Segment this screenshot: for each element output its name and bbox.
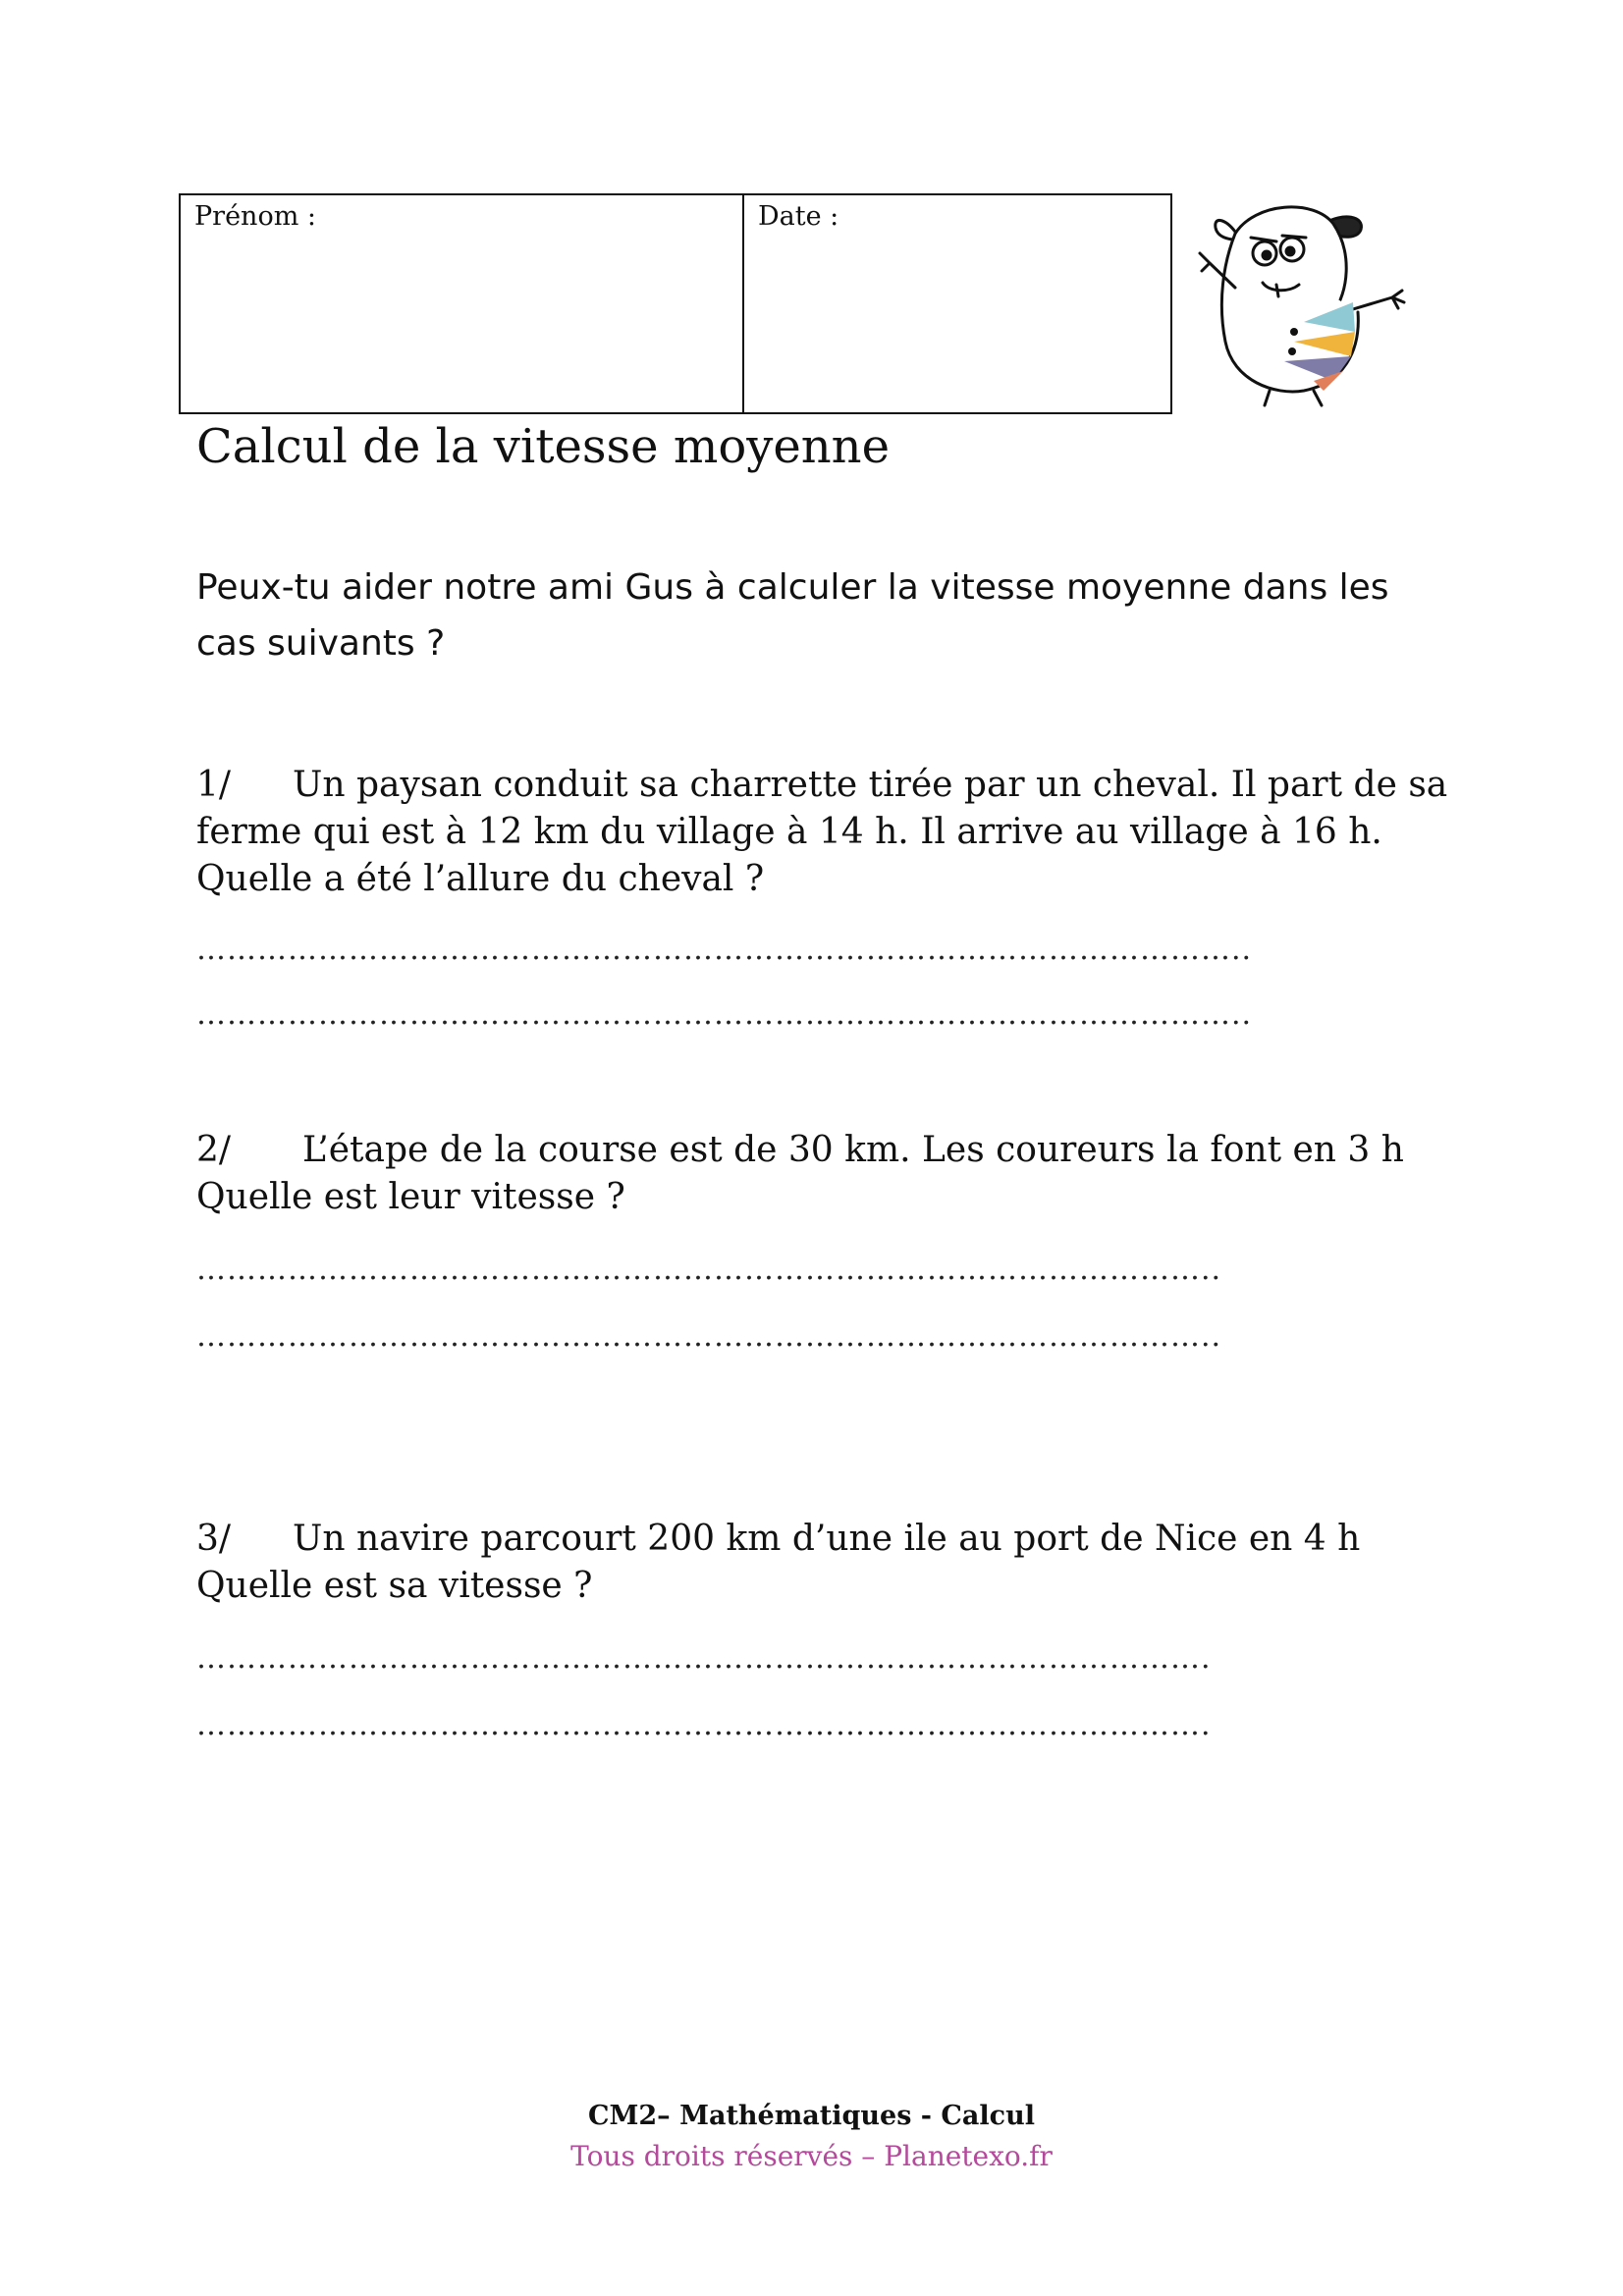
answer-line[interactable]: ………………………………………………………………………………………….. (196, 933, 1253, 967)
answer-line[interactable]: ……………………………………………………………………………………….. (196, 1253, 1222, 1287)
question-text-line: Un paysan conduit sa charrette tirée par un cheval. Il part de sa (293, 765, 1448, 805)
answer-line[interactable]: ………………………………………………………………………………………. (196, 1641, 1212, 1676)
answer-line[interactable]: ………………………………………………………………………………………….. (196, 997, 1253, 1032)
footer-copyright: Tous droits réservés – Planetexo.fr (570, 2140, 1053, 2172)
question-number: 2/ (196, 1130, 232, 1170)
question-text-line: Quelle est leur vitesse ? (196, 1177, 625, 1217)
question-text-line: L’étape de la course est de 30 km. Les coureurs la font en 3 h (302, 1130, 1404, 1170)
date-field[interactable] (744, 195, 1170, 412)
date-label: Date : (758, 201, 839, 232)
gus-sheep-mascot-icon (1196, 194, 1410, 415)
footer-title: CM2– Mathématiques - Calcul (588, 2101, 1035, 2131)
header-table (179, 193, 1172, 414)
question-2 (196, 1127, 1453, 1221)
question-text-line: Quelle a été l’allure du cheval ? (196, 859, 765, 899)
prenom-label: Prénom : (194, 201, 316, 232)
question-text-line: ferme qui est à 12 km du village à 14 h. Il arrive au village à 16 h. (196, 812, 1382, 852)
question-number: 1/ (196, 765, 232, 805)
question-3 (196, 1516, 1453, 1610)
question-number: 3/ (196, 1519, 232, 1559)
question-1 (196, 762, 1453, 903)
question-text-line: Quelle est sa vitesse ? (196, 1566, 593, 1606)
answer-line[interactable]: ………………………………………………………………………………………. (196, 1708, 1212, 1742)
answer-line[interactable]: ……………………………………………………………………………………….. (196, 1319, 1222, 1354)
intro-text: Peux-tu aider notre ami Gus à calculer la vitesse moyenne dans les cas suivants ? (196, 567, 1389, 664)
page-title: Calcul de la vitesse moyenne (196, 419, 890, 474)
question-text-line: Un navire parcourt 200 km d’une ile au port de Nice en 4 h (293, 1519, 1361, 1559)
prenom-field[interactable] (181, 195, 744, 412)
